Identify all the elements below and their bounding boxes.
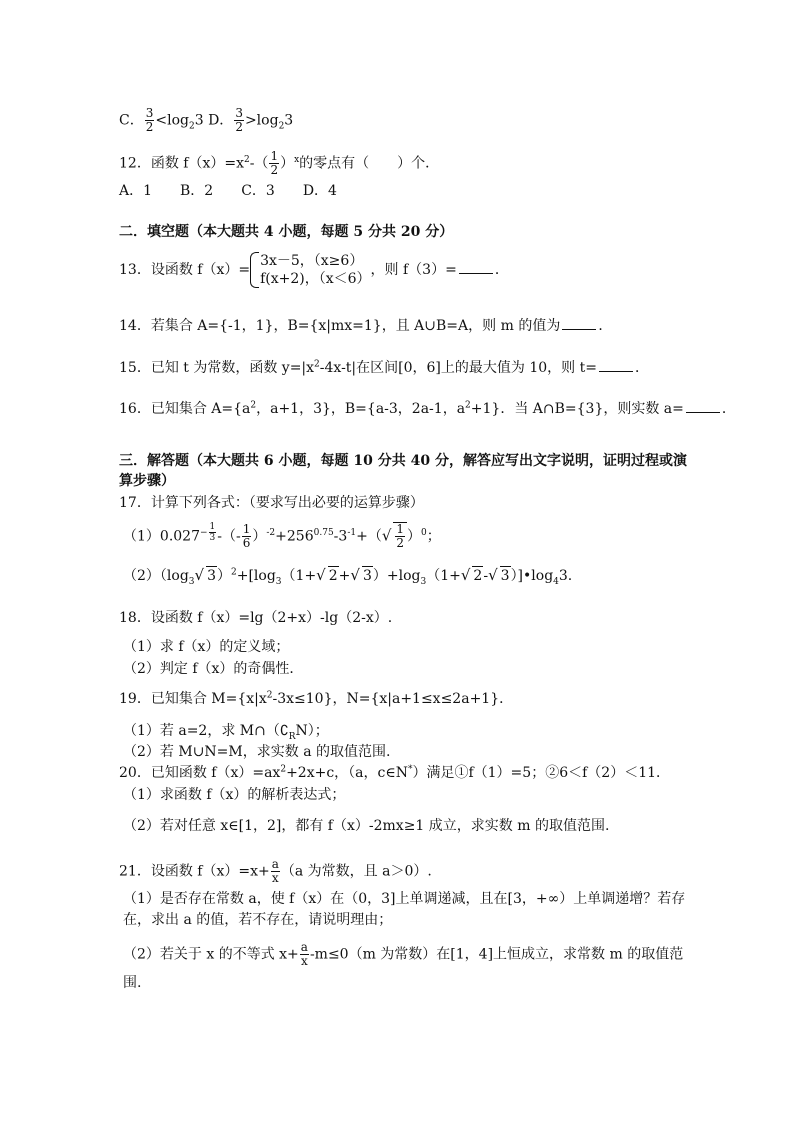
question-19-part-2: （2）若 M∪N=M，求实数 a 的取值范围. — [123, 744, 391, 760]
section-3-heading: 三．解答题（本大题共 6 小题，每题 10 分共 40 分，解答应写出文字说明，证明过程或演 — [119, 453, 687, 469]
answer-blank — [562, 317, 596, 330]
fraction: $\frac{a}{x}$ — [300, 940, 308, 968]
question-14: 14．若集合 A={-1，1}，B={x|mx=1}，且 A∪B=A，则 m 的值为 ． — [119, 318, 613, 334]
fraction: $\frac{1}{2}$ — [270, 149, 279, 177]
fraction: $\frac{3}{2}$ — [235, 106, 243, 134]
option-d-label: D． — [208, 112, 234, 129]
question-20: 20．已知函数 $f(x)=ax^2+2x+c$，（a，c∈N*）满足①f（1）=5；②6＜f（2）＜11． — [119, 764, 671, 781]
brace-icon — [250, 252, 259, 288]
question-17: 17．计算下列各式：（要求写出必要的运算步骤） — [119, 495, 424, 511]
question-21: 21．设函数 f（x）=x+ $\frac{a}{x}$ （a 为常数，且 a＞0）. — [119, 857, 432, 885]
sqrt-icon: √ — [381, 526, 392, 545]
question-20-part-1: （1）求函数 f（x）的解析表达式； — [123, 787, 346, 803]
piecewise-function: 3x－5，（x≥6） f(x+2)，（x＜6） — [250, 252, 370, 288]
question-18-part-1: （1）求 f（x）的定义域； — [123, 639, 290, 655]
question-17-part-2: $(2)(\log_3√$ $3)^2+[\log_3(1+√$ 2+√ $3)+\log_3(1+√$ 2-√ $3)]•\log_43$. — [123, 566, 573, 587]
option-c-label: C． — [119, 112, 144, 129]
question-12-options: A．1 B．2 C．3 D．4 — [119, 183, 337, 199]
question-15: 15．已知 t 为常数，函数 $y=|x^2-4x-t|$在区间[0，6]上的最大值为 10，则 t= ． — [119, 359, 649, 376]
question-19: 19．已知集合 $M=\{x|x^2-3x\le 10\}$，N={x|a+1≤x≤2a+1}． — [119, 690, 514, 707]
question-20-part-2: （2）若对任意 x∈[1，2]，都有 f（x）-2mx≥1 成立，求实数 m 的取值范围. — [123, 818, 610, 834]
section-3-heading-cont: 算步骤） — [119, 473, 175, 489]
question-17-part-1: $(1)0.027^{- \frac{1}{3}}$ -（- $\frac{1}{6}$ ）$^{-2}+256^{0.75}-3^{-1}+(√$ $\frac{1}{2}$ ）$^0$； — [123, 522, 441, 551]
question-21-part-2: （2）若关于 x 的不等式 x+ $\frac{a}{x}$ -m≤0（m 为常数）在[1，4]上恒成立，求常数 m 的取值范 — [123, 940, 684, 968]
question-19-part-1: （1）若 a=2，求 $M\cap(∁_RN)$； — [123, 723, 329, 742]
fraction: $\frac{1}{6}$ — [242, 522, 251, 551]
answer-blank — [599, 359, 633, 372]
q11-options-cd: C． $\frac{3}{2}$ $<\log_23$ D． $\frac{3}{2}$ $>\log_23$ — [119, 106, 294, 134]
fraction: $\frac{3}{2}$ — [145, 106, 154, 134]
question-12: 12．函数 $f(x)=x^2-$（ $\frac{1}{2}$ ）$^x$的零点有（ ）个． — [119, 149, 440, 177]
question-18: 18．设函数 f（x）=lg（2+x）-lg（2-x）. — [119, 610, 393, 626]
answer-blank — [686, 400, 720, 413]
question-21-part-1: （1）是否存在常数 a，使 f（x）在（0，3]上单调递减，且在[3，+∞）上单调递增？若存 — [123, 891, 686, 907]
fraction: $\frac{a}{x}$ — [271, 857, 279, 885]
question-21-part-2-cont: 围. — [123, 975, 142, 991]
section-2-heading: 二．填空题（本大题共 4 小题，每题 5 分共 20 分） — [119, 224, 454, 240]
answer-blank — [459, 261, 493, 274]
question-16: 16．已知集合 $A=\{a^2$，a+1，3}，B={a-3，2a-1，$a^2+1$}．当 A∩B={3}，则实数 a= ． — [119, 400, 736, 417]
question-13: 13．设函数 f（x）= 3x－5，（x≥6） f(x+2)，（x＜6） ，则 f（3）= ． — [119, 253, 509, 287]
question-18-part-2: （2）判定 f（x）的奇偶性． — [123, 661, 304, 677]
question-21-part-1-cont: 在，求出 a 的值，若不存在，请说明理由； — [123, 912, 393, 928]
